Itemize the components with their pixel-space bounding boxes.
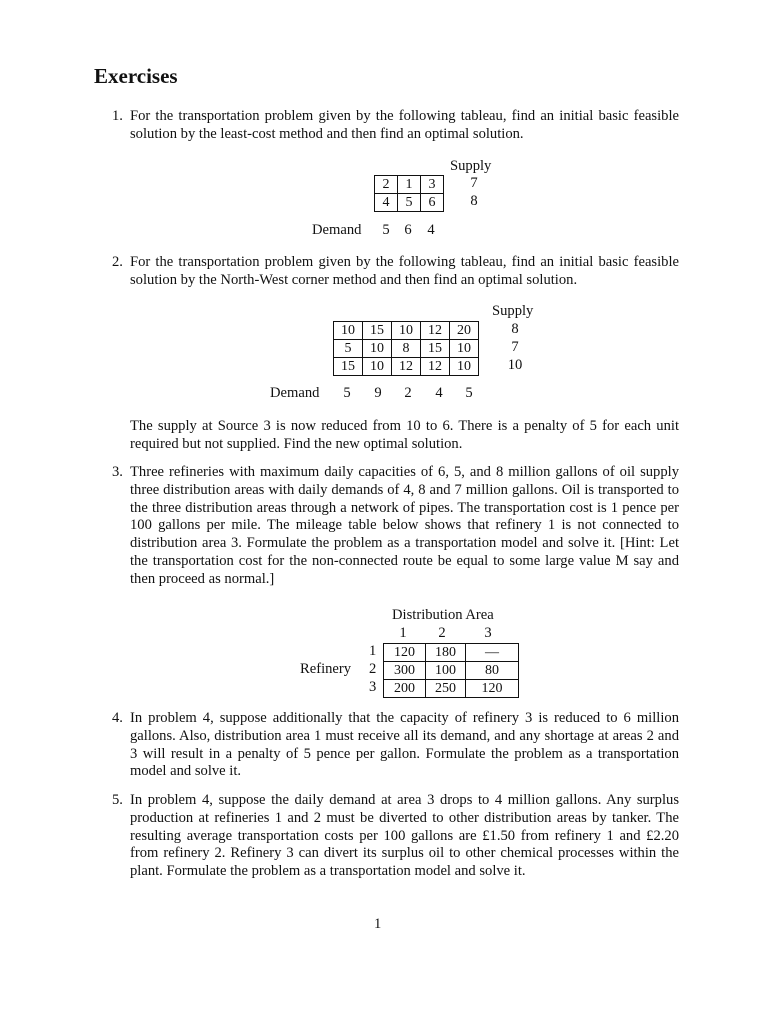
table2-supply-value: 10	[507, 357, 523, 373]
cost-cell: 3	[421, 176, 444, 194]
table-row	[375, 194, 444, 212]
table2-supply-value: 7	[511, 339, 519, 355]
table1-demand-value: 5	[382, 222, 390, 238]
section-heading: Exercises	[94, 64, 178, 88]
table1-demand-label: Demand	[312, 222, 362, 238]
exercise-text: In problem 4, suppose additionally that the capacity of refinery 3 is reduced to 6 million gallons. Also, distribution area 1 must receive all its demand, and any shortage at areas 2 and 3 will result in a penalty of 5 pence per gallon. Formulate the problem as a transportation model and solve it.	[130, 710, 679, 780]
cost-cell: 20	[450, 322, 479, 340]
mileage-cell: 80	[466, 662, 519, 680]
exercise-4	[112, 710, 679, 781]
cost-cell: 5	[398, 194, 421, 212]
cost-cell: 10	[392, 322, 421, 340]
mileage-cell: 200	[384, 680, 426, 698]
table3-row-header: 3	[369, 679, 377, 695]
mileage-cell: 180	[426, 644, 466, 662]
cost-cell: 5	[334, 340, 363, 358]
cost-cell: 1	[398, 176, 421, 194]
mileage-cell: 250	[426, 680, 466, 698]
cost-cell: 8	[392, 340, 421, 358]
cost-cell: 15	[421, 340, 450, 358]
mileage-cell: 300	[384, 662, 426, 680]
cost-cell: 12	[421, 322, 450, 340]
table2-demand-value: 2	[404, 385, 412, 401]
table-row	[384, 644, 519, 662]
table-row	[384, 662, 519, 680]
cost-cell: 10	[450, 358, 479, 376]
exercise-number: 2.	[112, 254, 123, 270]
exercise-text: Three refineries with maximum daily capacities of 6, 5, and 8 million gallons of oil supply three distribution areas with daily demands of 4, 8 and 7 million gallons. Oil is transported to the three distribution areas through a network of pipes. The transportation cost is 1 pence per 100 gallons per mile. The mileage table below shows that refinery 1 is not connected to distribution area 3. Formulate the problem as a transportation model and solve it. [Hint: Let the transportation cost for the non-connected route be equal to some large value M say and then proceed as normal.]	[130, 464, 679, 587]
cost-cell: 10	[334, 322, 363, 340]
cost-cell: 15	[363, 322, 392, 340]
table1-demand-value: 6	[404, 222, 412, 238]
table-row	[334, 340, 479, 358]
page-number: 1	[374, 916, 382, 932]
table1-supply-value: 7	[470, 175, 478, 191]
table2-demand-value: 5	[343, 385, 351, 401]
table2-demand-label: Demand	[270, 385, 320, 401]
exercise-number: 1.	[112, 108, 123, 124]
cost-cell: 12	[421, 358, 450, 376]
cost-cell: 10	[363, 358, 392, 376]
table3-row-header: 2	[369, 661, 377, 677]
exercise-2	[112, 254, 679, 290]
mileage-cell: 120	[384, 644, 426, 662]
cost-cell: 2	[375, 176, 398, 194]
table1-supply-label: Supply	[450, 158, 492, 174]
table3-col-header: 1	[399, 625, 407, 641]
cost-cell: 12	[392, 358, 421, 376]
table3-row-label: Refinery	[300, 661, 352, 677]
mileage-cell: 100	[426, 662, 466, 680]
exercise-1	[112, 108, 679, 144]
cost-cell: 4	[375, 194, 398, 212]
table1-demand-value: 4	[427, 222, 435, 238]
table1-supply-value: 8	[470, 193, 478, 209]
table2-demand-value: 5	[465, 385, 473, 401]
table3-title: Distribution Area	[392, 607, 494, 623]
exercise-5	[112, 792, 679, 881]
table-row	[334, 322, 479, 340]
mileage-cell: —	[466, 644, 519, 662]
cost-cell: 6	[421, 194, 444, 212]
table2-costs	[333, 321, 479, 376]
table3-row-header: 1	[369, 643, 377, 659]
cost-cell: 10	[450, 340, 479, 358]
exercise-2-followup: The supply at Source 3 is now reduced from 10 to 6. There is a penalty of 5 for each unit required but not supplied. Find the new optimal solution.	[130, 418, 679, 452]
table1-costs	[374, 175, 444, 212]
exercise-number: 4.	[112, 710, 123, 726]
table3-mileage	[383, 643, 519, 698]
exercise-number: 5.	[112, 792, 123, 808]
table-row	[334, 358, 479, 376]
table3-col-header: 2	[438, 625, 446, 641]
table2-supply-label: Supply	[492, 303, 534, 319]
table3-col-header: 3	[484, 625, 492, 641]
exercise-text: For the transportation problem given by the following tableau, find an initial basic feasible solution by the North-West corner method and then find an optimal solution.	[130, 254, 679, 288]
exercise-3	[112, 464, 679, 589]
table2-demand-value: 4	[435, 385, 443, 401]
exercise-text: For the transportation problem given by the following tableau, find an initial basic feasible solution by the least-cost method and then find an optimal solution.	[130, 108, 679, 142]
mileage-cell: 120	[466, 680, 519, 698]
cost-cell: 15	[334, 358, 363, 376]
table2-supply-value: 8	[511, 321, 519, 337]
table-row	[384, 680, 519, 698]
cost-cell: 10	[363, 340, 392, 358]
exercise-number: 3.	[112, 464, 123, 480]
table2-demand-value: 9	[374, 385, 382, 401]
table-row	[375, 176, 444, 194]
exercise-text: In problem 4, suppose the daily demand at area 3 drops to 4 million gallons. Any surplus production at refineries 1 and 2 must be diverted to other distribution areas by tanker. The resulting average transportation costs per 100 gallons are £1.50 from refinery 1 and £2.20 from refinery 2. Refinery 3 can divert its surplus oil to other chemical processes within the plant. Formulate the problem as a transportation model and solve it.	[130, 792, 679, 880]
